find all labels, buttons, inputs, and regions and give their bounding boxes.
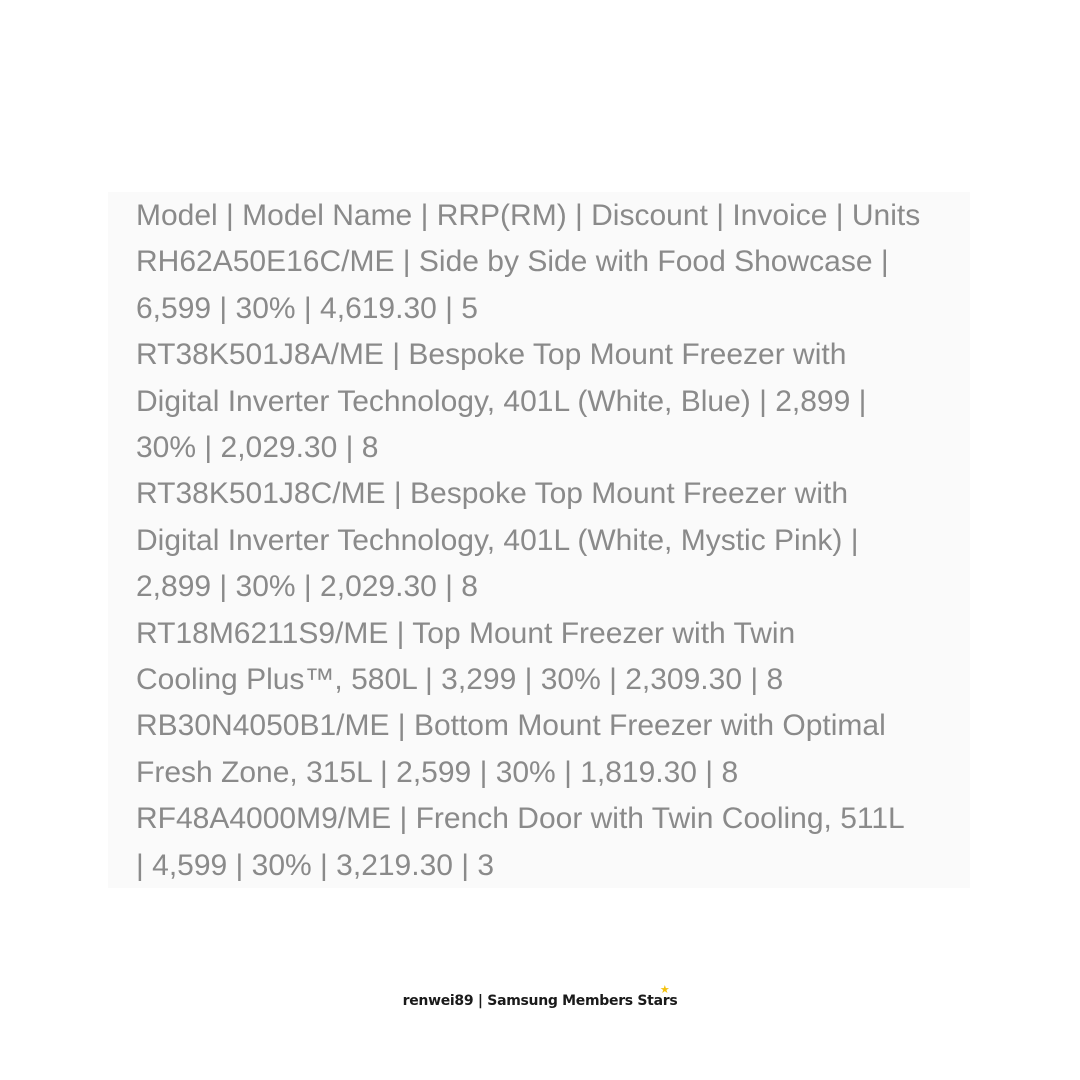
text-line: RB30N4050B1/ME | Bottom Mount Freezer with Optimal (136, 709, 886, 743)
footer-separator: | (477, 993, 483, 1009)
text-line: Digital Inverter Technology, 401L (White, Blue) | 2,899 | (136, 384, 867, 418)
footer-username: renwei89 (402, 993, 474, 1009)
text-line: RH62A50E16C/ME | Side by Side with Food Showcase | (136, 245, 889, 279)
text-line: | 4,599 | 30% | 3,219.30 | 3 (136, 848, 495, 882)
text-line: RT38K501J8A/ME | Bespoke Top Mount Freezer with (136, 338, 847, 372)
star-icon: ★ (659, 983, 670, 996)
text-line: RF48A4000M9/ME | French Door with Twin Cooling, 511L (136, 802, 905, 836)
text-line: 30% | 2,029.30 | 8 (136, 431, 379, 465)
text-line: 2,899 | 30% | 2,029.30 | 8 (136, 570, 478, 604)
footer-brand-wrap (487, 983, 678, 1009)
footer-watermark (0, 983, 1080, 1009)
text-line: Cooling Plus™, 580L | 3,299 | 30% | 2,309.30 | 8 (136, 663, 784, 697)
text-line: RT38K501J8C/ME | Bespoke Top Mount Freezer with (136, 477, 849, 511)
footer-brand: Samsung Members Stars (487, 993, 678, 1009)
text-block (108, 192, 970, 888)
text-line-header: Model | Model Name | RRP(RM) | Discount | Invoice | Units (136, 199, 921, 232)
text-line: 6,599 | 30% | 4,619.30 | 5 (136, 291, 478, 325)
text-line: RT18M6211S9/ME | Top Mount Freezer with Twin (136, 616, 796, 650)
text-line: Digital Inverter Technology, 401L (White, Mystic Pink) | (136, 523, 859, 557)
text-line: Fresh Zone, 315L | 2,599 | 30% | 1,819.30 | 8 (136, 755, 739, 789)
